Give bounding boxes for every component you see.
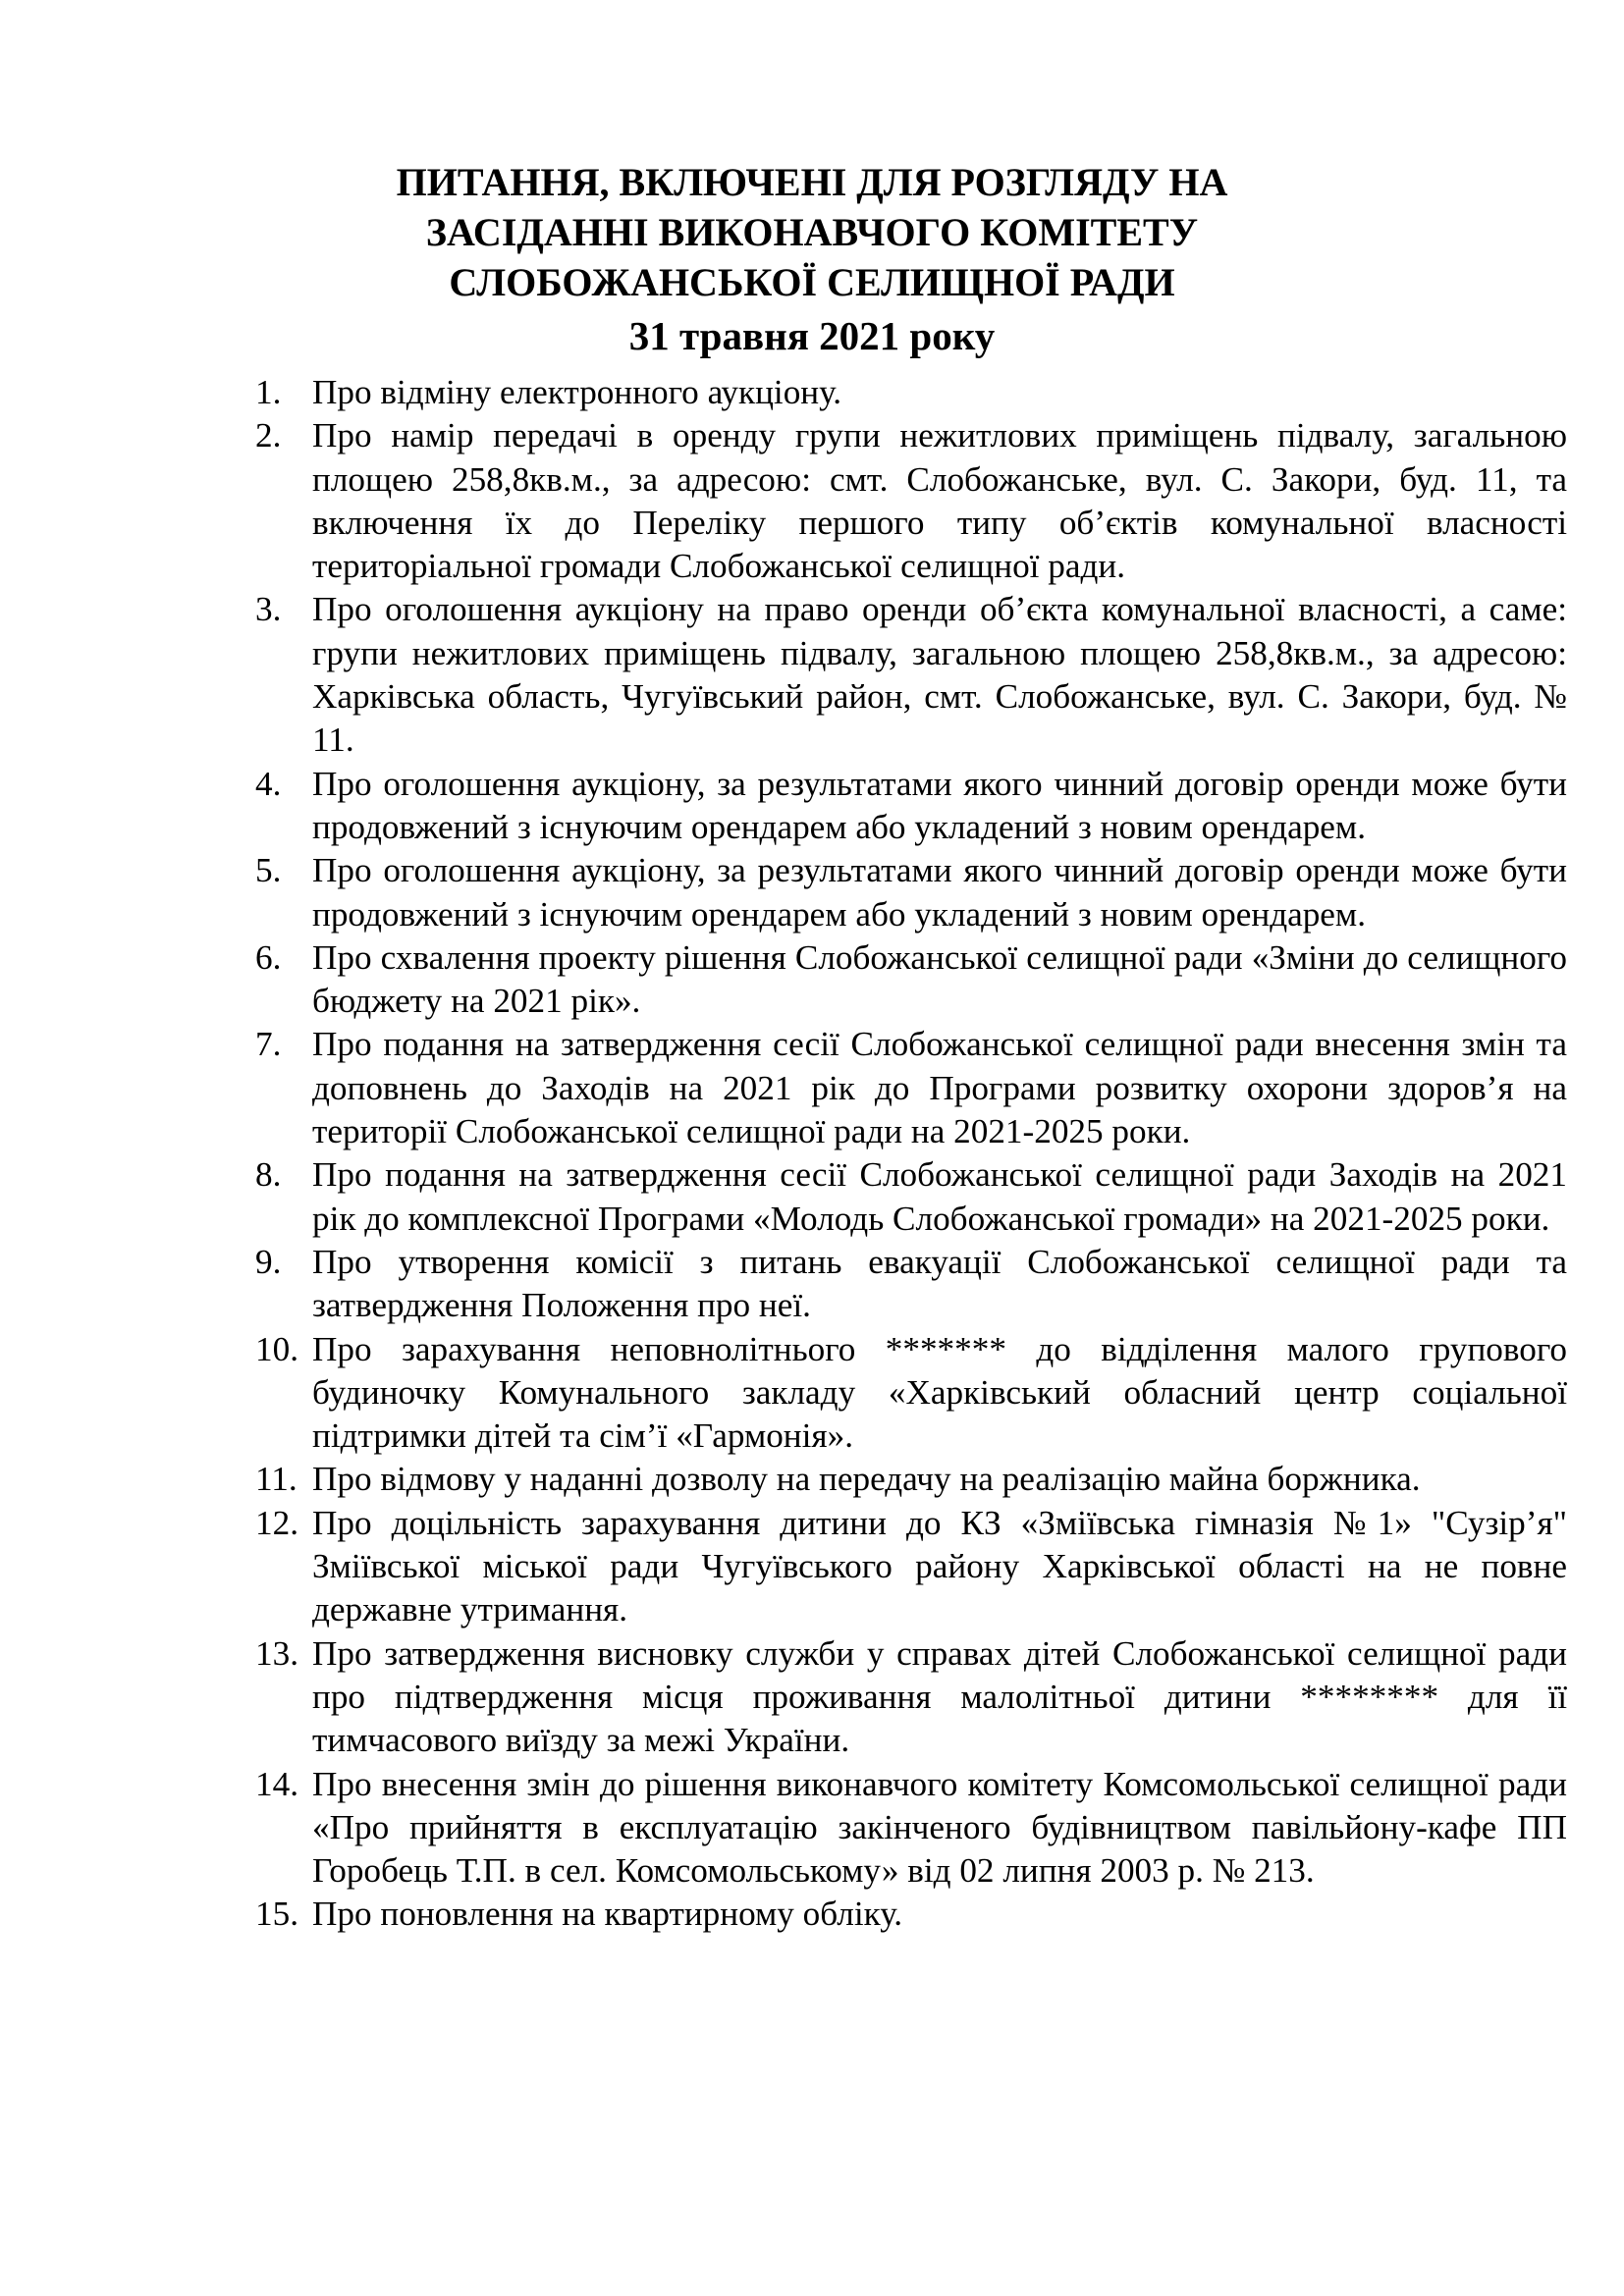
agenda-item-10	[255, 1328, 1567, 1459]
agenda-item-text: Про внесення змін до рішення виконавчого комітету Комсомольської селищної ради «Про прийняття в експлуатацію закінченого будівництвом павільйону-кафе ПП Горобець Т.П. в сел. Комсомольському» від 02 липня 2003 р. № 213.	[312, 1764, 1567, 1891]
agenda-item-2	[255, 414, 1567, 588]
agenda-item-text: Про оголошення аукціону, за результатами якого чинний договір оренди може бути продовжений з існуючим орендарем або укладений з новим орендарем.	[312, 764, 1567, 846]
meeting-date: 31 травня 2021 року	[628, 313, 996, 358]
agenda-item-text: Про оголошення аукціону на право оренди об’єкта комунальної власності, а саме: групи нежитлових приміщень підвалу, загальною площею 258,8кв.м., за адресою: Харківська область, Чугуївський район, смт. Слобожанське, вул. С. Закори, буд. № 11.	[312, 590, 1567, 760]
agenda-item-number: 10.	[255, 1329, 298, 1368]
agenda-item-text: Про відмову у наданні дозволу на передачу на реалізацію майна боржника.	[312, 1460, 1421, 1499]
agenda-item-8	[255, 1153, 1567, 1241]
agenda-item-13	[255, 1632, 1567, 1763]
agenda-item-number: 12.	[255, 1503, 298, 1542]
agenda-item-11	[255, 1458, 1567, 1501]
agenda-item-number: 1.	[255, 373, 282, 411]
agenda-item-4	[255, 763, 1567, 850]
agenda-item-text: Про подання на затвердження сесії Слобожанської селищної ради внесення змін та доповнень до Заходів на 2021 рік до Програми розвитку охорони здоров’я на території Слобожанської селищної ради на 2021-2025 роки.	[312, 1025, 1567, 1151]
agenda-item-text: Про поновлення на квартирному обліку.	[312, 1895, 903, 1934]
agenda-item-text: Про зарахування неповнолітнього ******* до відділення малого групового будиночку Комунального закладу «Харківський обласний центр соціальної підтримки дітей та сім’ї «Гармонія».	[312, 1329, 1567, 1456]
agenda-item-9	[255, 1241, 1567, 1328]
agenda-item-7	[255, 1023, 1567, 1153]
agenda-item-number: 9.	[255, 1242, 282, 1281]
agenda-item-text: Про відміну електронного аукціону.	[312, 373, 841, 411]
title-line-2: ЗАСІДАННІ ВИКОНАВЧОГО КОМІТЕТУ	[425, 210, 1199, 254]
agenda-item-number: 15.	[255, 1895, 298, 1934]
title-line-3: СЛОБОЖАНСЬКОЇ СЕЛИЩНОЇ РАДИ	[449, 260, 1175, 304]
agenda-item-text: Про схвалення проекту рішення Слобожанської селищної ради «Зміни до селищного бюджету на 2021 рік».	[312, 937, 1567, 1021]
agenda-item-number: 6.	[255, 937, 282, 977]
title-line-1: ПИТАННЯ, ВКЛЮЧЕНІ ДЛЯ РОЗГЛЯДУ НА	[396, 160, 1228, 204]
agenda-item-number: 3.	[255, 590, 282, 629]
agenda-item-text: Про оголошення аукціону, за результатами якого чинний договір оренди може бути продовжений з існуючим орендарем або укладений з новим орендарем.	[312, 851, 1567, 934]
agenda-item-text: Про утворення комісії з питань евакуації Слобожанської селищної ради та затвердження Положення про неї.	[312, 1242, 1567, 1325]
agenda-item-text: Про подання на затвердження сесії Слобожанської селищної ради Заходів на 2021 рік до комплексної Програми «Молодь Слобожанської громади» на 2021-2025 роки.	[312, 1155, 1567, 1238]
agenda-item-number: 7.	[255, 1025, 282, 1064]
agenda-item-6	[255, 936, 1567, 1024]
agenda-list	[255, 371, 1567, 1937]
agenda-item-number: 2.	[255, 416, 282, 455]
agenda-item-text: Про затвердження висновку служби у справах дітей Слобожанської селищної ради про підтвердження місця проживання малолітньої дитини ******** для її тимчасового виїзду за межі України.	[312, 1633, 1567, 1760]
agenda-item-15	[255, 1893, 1567, 1936]
document-heading	[255, 157, 1369, 364]
agenda-item-5	[255, 849, 1567, 936]
agenda-item-number: 5.	[255, 851, 282, 890]
agenda-item-number: 11.	[255, 1460, 298, 1499]
agenda-item-1	[255, 371, 1567, 414]
agenda-item-12	[255, 1502, 1567, 1632]
agenda-item-number: 4.	[255, 764, 282, 803]
agenda-item-number: 14.	[255, 1764, 298, 1803]
agenda-item-3	[255, 588, 1567, 762]
agenda-item-number: 13.	[255, 1633, 298, 1673]
agenda-item-number: 8.	[255, 1155, 282, 1195]
agenda-item-14	[255, 1763, 1567, 1894]
agenda-item-text: Про намір передачі в оренду групи нежитлових приміщень підвалу, загальною площею 258,8кв.м., за адресою: смт. Слобожанське, вул. С. Закори, буд. 11, та включення їх до Переліку першого типу об’єктів комунальної власності територіальної громади Слобожанської селищної ради.	[312, 416, 1567, 586]
agenda-item-text: Про доцільність зарахування дитини до КЗ «Зміївська гімназія №1» "Сузір’я" Зміївської міської ради Чугуївського району Харківської області на не повне державне утримання.	[312, 1503, 1567, 1629]
